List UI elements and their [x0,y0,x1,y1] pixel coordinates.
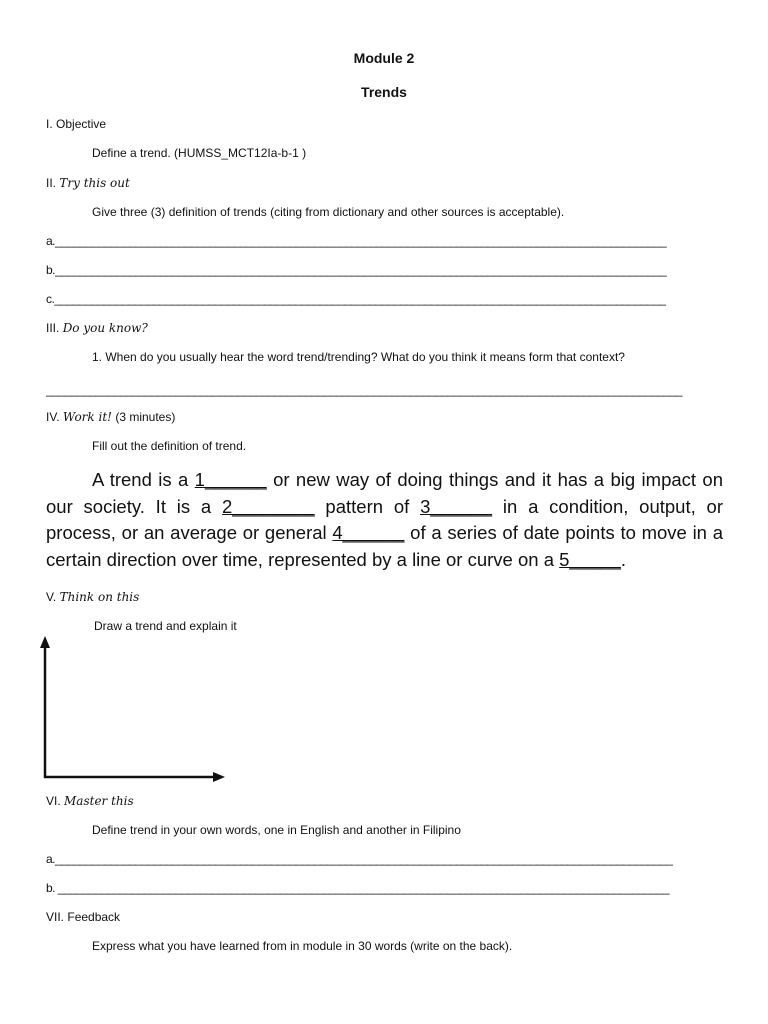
section-title: Feedback [67,910,121,924]
section-number: I. [46,117,53,131]
answer-line-filipino[interactable]: b. ___________________________________________________________________________________________________ [46,881,670,895]
paragraph-text: in a condition, output, or process, or an average or general [46,495,723,544]
answer-line-english[interactable]: a.____________________________________________________________________________________________________ [46,852,673,866]
y-axis-arrow-icon [40,636,50,648]
work-instruction: Fill out the definition of trend. [92,439,247,453]
paragraph-text: A trend is a [92,469,195,490]
module-title: Module 2 [353,50,415,66]
section-number: II. [46,176,57,190]
section-title: Do you know? [62,321,148,335]
blank-2[interactable]: 2________ [222,495,315,517]
paragraph-text: pattern of [314,495,421,517]
paragraph-text: . [620,548,626,570]
time-limit: (3 minutes) [115,410,176,424]
know-question: 1. When do you usually hear the word trend/trending? What do you think it means form that context? [92,350,625,364]
section-number: III. [46,321,60,335]
section-number: IV. [46,410,60,424]
x-axis-arrow-icon [213,772,225,782]
paragraph-text: of a series of date points to move in a certain direction over time, represented by a line or curve on a [46,522,723,570]
master-instruction: Define trend in your own words, one in English and another in Filipino [92,823,461,837]
section-title: Master this [64,794,134,808]
section-number: VII. [46,910,65,924]
try-instruction: Give three (3) definition of trends (citing from dictionary and other sources is acceptable). [92,205,565,219]
answer-line-a[interactable]: a.___________________________________________________________________________________________________ [46,234,667,248]
section-master-heading [46,794,134,808]
blank-3[interactable]: 3______ [420,495,493,517]
feedback-instruction: Express what you have learned from in module in 30 words (write on the back). [92,939,513,953]
blank-1[interactable]: 1______ [194,469,267,490]
section-title: Think on this [59,590,140,604]
section-feedback-heading [46,910,120,924]
think-instruction: Draw a trend and explain it [94,619,237,633]
blank-5[interactable]: 5_____ [559,548,621,570]
topic-title: Trends [361,84,407,100]
section-number: VI. [46,794,61,808]
paragraph-text: or new way of doing things and it has a big impact on our society. It is a [46,469,723,517]
section-title: Objective [56,117,107,131]
section-title: Work it! [62,410,112,424]
section-number: V. [46,590,57,604]
answer-line-c[interactable]: c.___________________________________________________________________________________________________ [46,292,666,306]
answer-line-b[interactable]: b.___________________________________________________________________________________________________ [46,263,667,277]
answer-line-know[interactable]: _______________________________________________________________________________________________________ [46,383,682,397]
objective-text: Define a trend. (HUMSS_MCT12Ia-b-1 ) [92,146,307,160]
section-title: Try this out [59,176,130,190]
blank-4[interactable]: 4______ [332,522,405,544]
